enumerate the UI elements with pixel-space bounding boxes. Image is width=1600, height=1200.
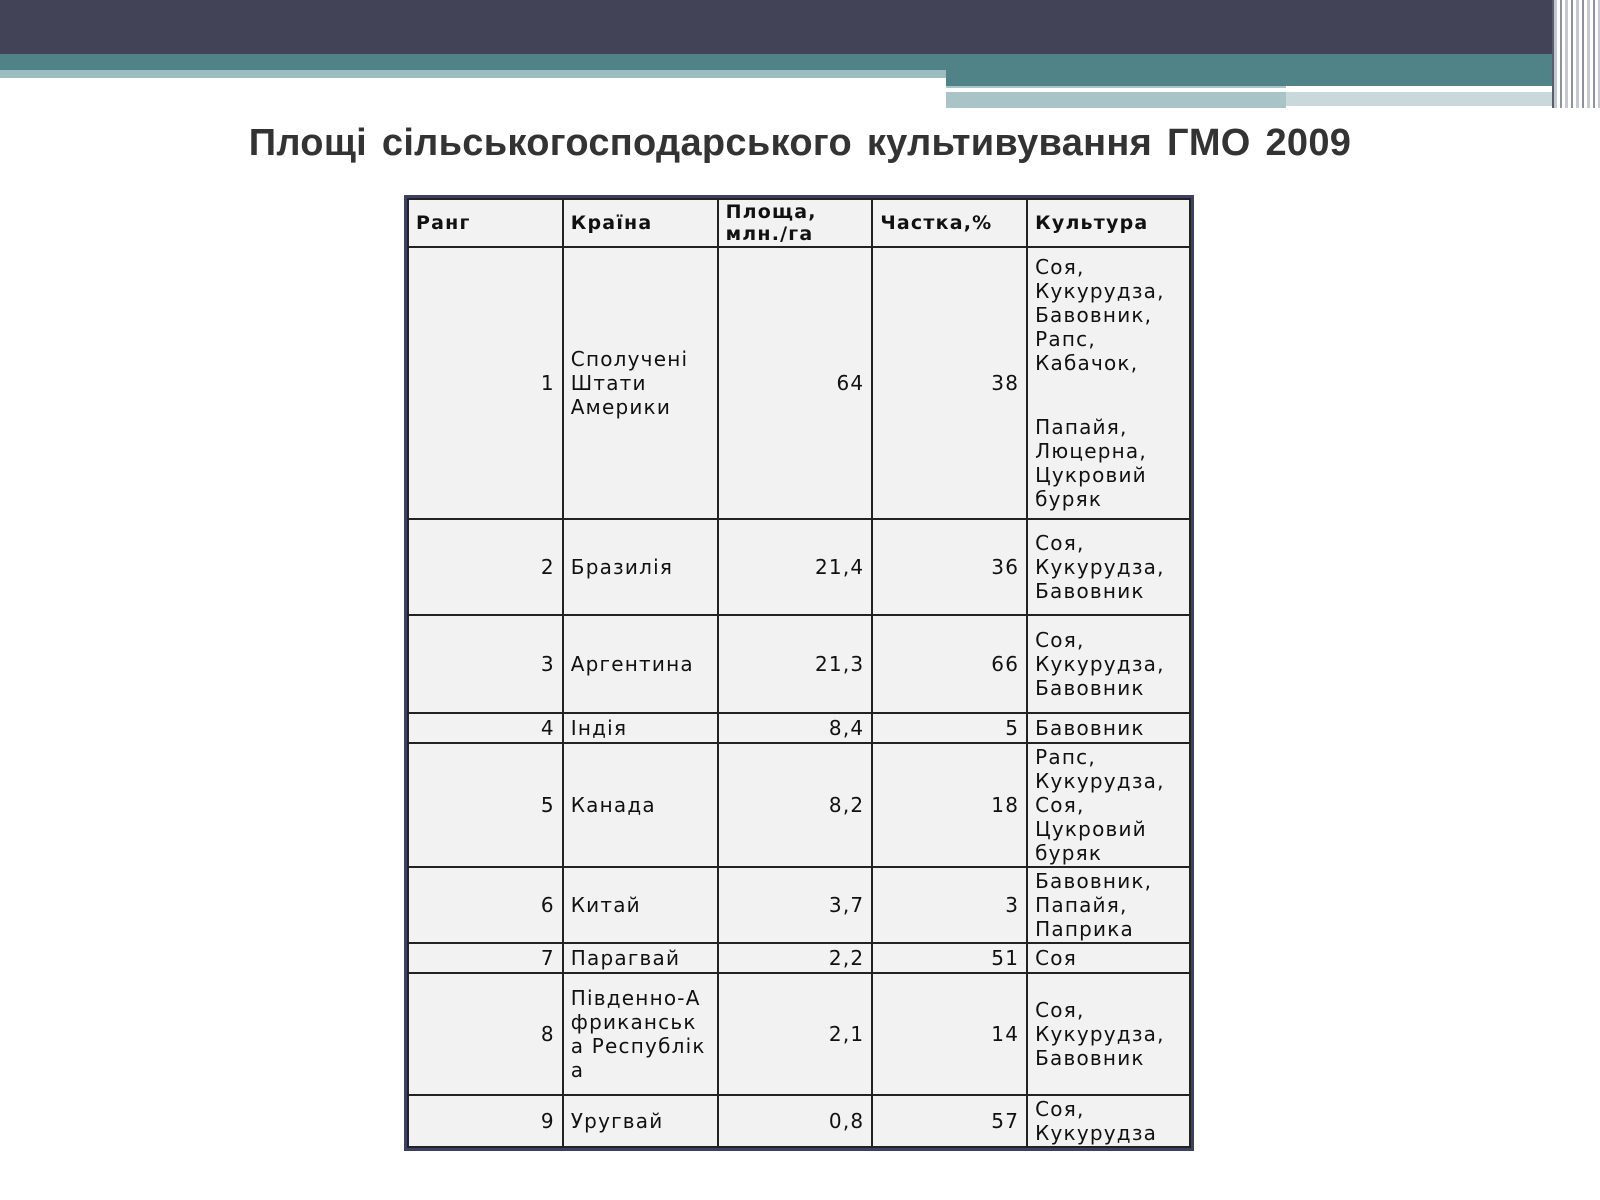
cell-area: 8,2 <box>718 743 873 867</box>
cell-crop: Бавовник, Папайя, Паприка <box>1027 867 1190 943</box>
cell-country: Бразилія <box>563 519 718 615</box>
cell-share: 38 <box>872 247 1027 519</box>
cell-area: 0,8 <box>718 1095 873 1147</box>
table-header-row <box>408 199 1190 247</box>
header-share: Частка,% <box>872 199 1027 247</box>
slide-title: Площі сільськогосподарського культивування ГМО 2009 <box>248 122 1352 164</box>
table-row <box>408 743 1190 867</box>
table-row <box>408 713 1190 743</box>
cell-share: 5 <box>872 713 1027 743</box>
cell-area: 21,3 <box>718 615 873 713</box>
cell-crop: Бавовник <box>1027 713 1190 743</box>
cell-area: 2,2 <box>718 943 873 973</box>
cell-crop <box>1027 247 1190 519</box>
cell-crop: Соя <box>1027 943 1190 973</box>
header-band-fade <box>1286 92 1562 106</box>
cell-country: Індія <box>563 713 718 743</box>
cell-crop: Соя, Кукурудза, Бавовник <box>1027 519 1190 615</box>
header-rank: Ранг <box>408 199 563 247</box>
header-band-light-left <box>0 70 946 78</box>
cell-crop: Соя, Кукурудза, Бавовник <box>1027 615 1190 713</box>
gmo-area-table <box>407 198 1191 1148</box>
cell-rank: 4 <box>408 713 563 743</box>
cell-share: 36 <box>872 519 1027 615</box>
cell-country: Уругвай <box>563 1095 718 1147</box>
corner-stripes-decoration <box>1552 0 1600 108</box>
cell-crop: Рапс, Кукурудза, Соя, Цукровий буряк <box>1027 743 1190 867</box>
header-band-teal <box>0 54 1560 70</box>
cell-crop-part2: Папайя, Люцерна, Цукровий буряк <box>1035 415 1147 511</box>
cell-rank: 6 <box>408 867 563 943</box>
header-band-dark <box>0 0 1560 54</box>
header-crop: Культура <box>1027 199 1190 247</box>
cell-rank: 3 <box>408 615 563 713</box>
cell-crop-gap <box>1035 375 1182 415</box>
cell-area: 3,7 <box>718 867 873 943</box>
table-row <box>408 519 1190 615</box>
table-row <box>408 615 1190 713</box>
cell-area: 64 <box>718 247 873 519</box>
cell-rank: 7 <box>408 943 563 973</box>
table-row <box>408 943 1190 973</box>
cell-share: 57 <box>872 1095 1027 1147</box>
cell-country: Південно-Африканська Республіка <box>563 973 718 1095</box>
cell-area: 2,1 <box>718 973 873 1095</box>
header-area: Площа, млн./га <box>718 199 873 247</box>
cell-share: 18 <box>872 743 1027 867</box>
cell-crop: Соя, Кукурудза <box>1027 1095 1190 1147</box>
cell-country: Канада <box>563 743 718 867</box>
cell-rank: 8 <box>408 973 563 1095</box>
header-band-teal-right <box>946 70 1560 86</box>
cell-country: Аргентина <box>563 615 718 713</box>
table-row <box>408 973 1190 1095</box>
cell-crop: Соя, Кукурудза, Бавовник <box>1027 973 1190 1095</box>
table-row <box>408 1095 1190 1147</box>
cell-share: 51 <box>872 943 1027 973</box>
cell-rank: 9 <box>408 1095 563 1147</box>
cell-country: Парагвай <box>563 943 718 973</box>
cell-rank: 2 <box>408 519 563 615</box>
cell-share: 3 <box>872 867 1027 943</box>
cell-area: 21,4 <box>718 519 873 615</box>
cell-rank: 5 <box>408 743 563 867</box>
gmo-table-container <box>404 195 1194 1151</box>
cell-rank: 1 <box>408 247 563 519</box>
cell-area: 8,4 <box>718 713 873 743</box>
cell-country: Сполучені Штати Америки <box>563 247 718 519</box>
cell-share: 66 <box>872 615 1027 713</box>
table-row <box>408 247 1190 519</box>
cell-crop-part1: Соя, Кукурудза, Бавовник, Рапс, Кабачок, <box>1035 255 1165 375</box>
cell-share: 14 <box>872 973 1027 1095</box>
cell-country: Китай <box>563 867 718 943</box>
header-country: Країна <box>563 199 718 247</box>
table-row <box>408 867 1190 943</box>
